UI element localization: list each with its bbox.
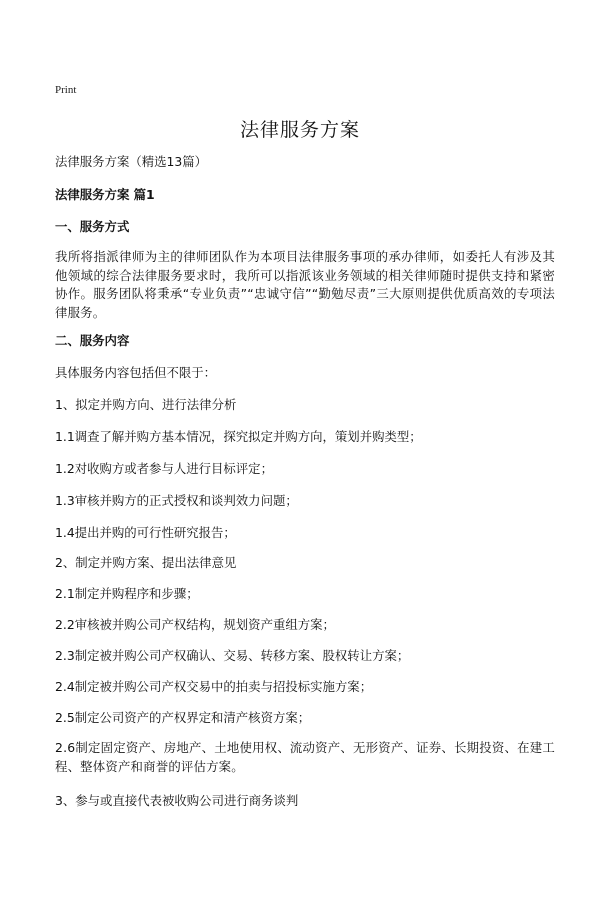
list-item: 1、拟定并购方向、进行法律分析 bbox=[55, 397, 237, 412]
list-item: 1.3审核并购方的正式授权和谈判效力问题； bbox=[55, 493, 298, 508]
list-item: 3、参与或直接代表被收购公司进行商务谈判 bbox=[55, 793, 299, 808]
list-item: 2.4制定被并购公司产权交易中的拍卖与招投标实施方案； bbox=[55, 679, 373, 694]
paragraph-service-method: 我所将指派律师为主的律师团队作为本项目法律服务事项的承办律师，如委托人有涉及其他领域的综合法律服务要求时，我所可以指派该业务领域的相关律师随时提供支持和紧密协作。服务团队将秉承“专业负责”“忠诚守信”“勤勉尽责”三大原则提供优质高效的专项法律服务。 bbox=[55, 249, 555, 320]
section-title: 法律服务方案 篇1 bbox=[55, 187, 155, 202]
list-item: 1.1调查了解并购方基本情况，探究拟定并购方向，策划并购类型； bbox=[55, 429, 422, 444]
list-item: 1.4提出并购的可行性研究报告； bbox=[55, 525, 236, 540]
page-title: 法律服务方案 bbox=[239, 119, 360, 141]
list-item: 2.1制定并购程序和步骤； bbox=[55, 586, 199, 601]
document-subtitle: 法律服务方案（精选13篇） bbox=[55, 154, 208, 169]
heading-service-content: 二、服务内容 bbox=[55, 333, 130, 348]
list-item: 2.6制定固定资产、房地产、土地使用权、流动资产、无形资产、证券、长期投资、在建工程、整体资产和商誉的评估方案。 bbox=[55, 740, 555, 774]
list-item: 2.2审核被并购公司产权结构，规划资产重组方案； bbox=[55, 617, 335, 632]
list-item: 2.3制定被并购公司产权确认、交易、转移方案、股权转让方案； bbox=[55, 648, 410, 663]
heading-service-method: 一、服务方式 bbox=[55, 219, 130, 234]
list-item: 2、制定并购方案、提出法律意见 bbox=[55, 555, 237, 570]
list-item: 1.2对收购方或者参与人进行目标评定； bbox=[55, 461, 273, 476]
list-item: 2.5制定公司资产的产权界定和清产核资方案； bbox=[55, 710, 311, 725]
service-content-intro: 具体服务内容包括但不限于： bbox=[55, 365, 217, 380]
print-link[interactable]: Print bbox=[55, 84, 77, 96]
